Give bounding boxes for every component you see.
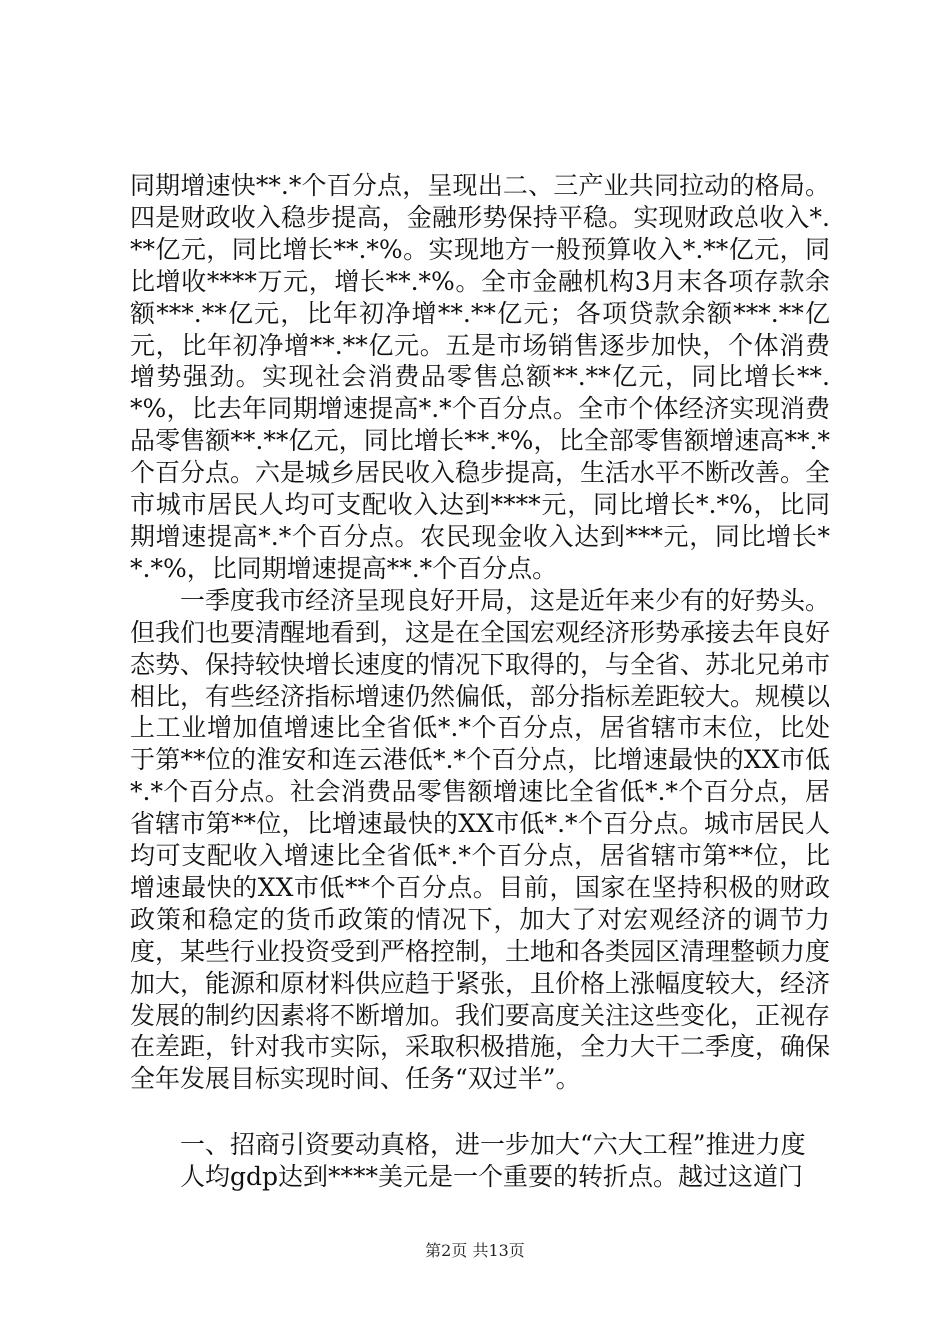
document-body — [130, 170, 830, 1193]
paragraph-economic-indicators: 同期增速快**.*个百分点，呈现出二、三产业共同拉动的格局。四是财政收入稳步提高，金融形势保持平稳。实现财政总收入*.**亿元，同比增长**.*%。实现地方一般预算收入*.**亿元，同比增收****万元，增长**.*%。全市金融机构3月末各项存款余额***.**亿元，比年初净增**.**亿元；各项贷款余额***.**亿元，比年初净增**.**亿元。五是市场销售逐步加快，个体消费增势强劲。实现社会消费品零售总额**.**亿元，同比增长**.*%，比去年同期增速提高*.*个百分点。全市个体经济实现消费品零售额**.**亿元，同比增长**.*%，比全部零售额增速高**.*个百分点。六是城乡居民收入稳步提高，生活水平不断改善。全市城市居民人均可支配收入达到****元，同比增长*.*%，比同期增速提高*.*个百分点。农民现金收入达到***元，同比增长**.*%，比同期增速提高**.*个百分点。 — [130, 171, 831, 583]
section-heading-investment: 一、招商引资要动真格，进一步加大“六大工程”推进力度 — [180, 1130, 806, 1160]
page-number-footer: 第2页 共13页 — [425, 1241, 525, 1260]
paragraph-first-quarter-analysis: 一季度我市经济呈现良好开局，这是近年来少有的好势头。但我们也要清醒地看到，这是在全国宏观经济形势承接去年良好态势、保持较快增长速度的情况下取得的，与全省、苏北兄弟市相比，有些经济指标增速仍然偏低，部分指标差距较大。规模以上工业增加值增速比全省低*.*个百分点，居省辖市末位，比处于第**位的淮安和连云港低*.*个百分点，比增速最快的XX市低*.*个百分点。社会消费品零售额增速比全省低*.*个百分点，居省辖市第**位，比增速最快的XX市低*.*个百分点。城市居民人均可支配收入增速比全省低*.*个百分点，居省辖市第**位，比增速最快的XX市低**个百分点。目前，国家在坚持积极的财政政策和稳定的货币政策的情况下，加大了对宏观经济的调节力度，某些行业投资受到严格控制，土地和各类园区清理整顿力度加大，能源和原材料供应趋于紧张，且价格上涨幅度较大，经济发展的制约因素将不断增加。我们要高度关注这些变化，正视存在差距，针对我市实际，采取积极措施，全力大干二季度，确保全年发展目标实现时间、任务“双过半”。 — [130, 585, 831, 1094]
paragraph-gdp-turning-point: 人均gdp达到****美元是一个重要的转折点。越过这道门 — [180, 1162, 804, 1192]
